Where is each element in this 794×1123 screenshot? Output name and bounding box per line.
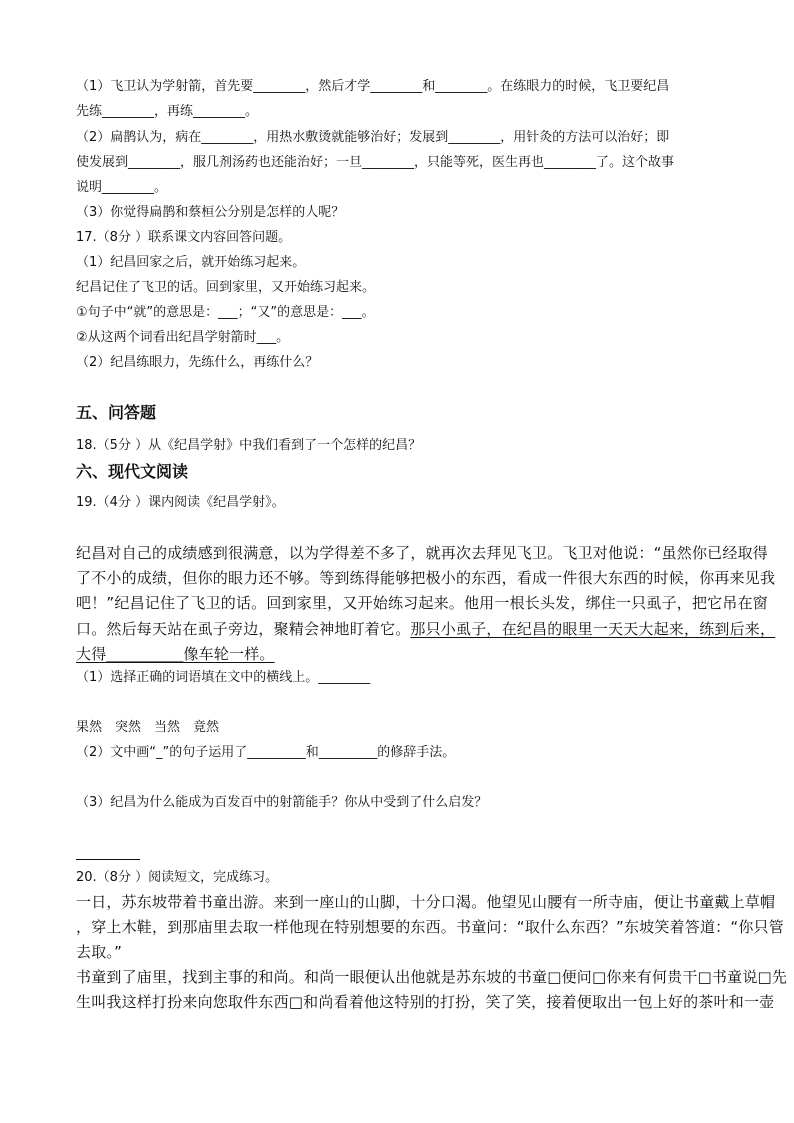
passage-line: 去取。” (76, 943, 123, 961)
section-heading-6: 六、现代文阅读 (76, 462, 189, 481)
q19-sub3: （3）纪昌为什么能成为百发百中的射箭能手？你从中受到了什么启发？ (76, 795, 488, 810)
footnote-divider (76, 859, 140, 860)
q19-heading: 19.（4分 ）课内阅读《纪昌学射》。 (76, 495, 285, 510)
passage-line: 书童到了庙里，找到主事的和尚。和尚一眼便认出他就是苏东坡的书童□便问□你来有何贵干□书童说□先 (76, 968, 788, 986)
q17-part2: （2）纪昌练眼力，先练什么，再练什么？ (76, 355, 319, 370)
q17-quote: 纪昌记住了飞卫的话。回到家里，又开始练习起来。 (76, 280, 376, 295)
word-options: 果然 突然 当然 竟然 (76, 720, 220, 735)
q17-sub1: ①句子中“就”的意思是：___；“又”的意思是：___。 (76, 305, 375, 320)
q18-text: 18.（5分 ）从《纪昌学射》中我们看到了一个怎样的纪昌？ (76, 438, 422, 453)
passage-line: 吧！”纪昌记住了飞卫的话。回到家里，又开始练习起来。他用一根长头发，绑住一只虱子，把它吊在窗 (76, 594, 768, 612)
section-heading-5: 五、问答题 (76, 403, 157, 422)
q16-part2-cont2: 说明________。 (76, 180, 168, 195)
q19-sub2: （2）文中画“_”的句子运用了_________和_________的修辞手法。 (76, 745, 456, 760)
passage-line: 生叫我这样打扮来向您取件东西□和尚看着他这特别的打扮，笑了笑，接着便取出一包上好的茶叶和一壶 (76, 993, 775, 1011)
q20-heading: 20.（8分 ）阅读短文，完成练习。 (76, 870, 279, 885)
q17-part1: （1）纪昌回家之后，就开始练习起来。 (76, 255, 306, 270)
passage-line: 一日，苏东坡带着书童出游。来到一座山的山脚，十分口渴。他望见山腰有一所寺庙，便让书童戴上草帽 (76, 893, 776, 911)
passage-text: 口。然后每天站在虱子旁边，聚精会神地盯着它。 (76, 620, 411, 638)
underlined-sentence-end: 大得__________像车轮一样。 (76, 645, 275, 663)
passage-line: 了不小的成绩，但你的眼力还不够。等到练得能够把极小的东西，看成一件很大东西的时候，你再来见我 (76, 569, 776, 587)
passage-line: ，穿上木鞋，到那庙里去取一样他现在特别想要的东西。书童问：“取什么东西？”东坡笑着答道：“你只管 (76, 918, 784, 936)
passage-line (76, 619, 775, 639)
q16-part2: （2）扁鹊认为，病在________，用热水敷烫就能够治好；发展到________，用针灸的方法可以治好；即 (76, 130, 670, 145)
q16-part2-cont: 使发展到________，服几剂汤药也还能治好；一旦________，只能等死，医生再也________了。这个故事 (76, 155, 675, 170)
q16-part3: （3）你觉得扁鹊和蔡桓公分别是怎样的人呢？ (76, 205, 345, 220)
q16-part1-cont: 先练________，再练________。 (76, 104, 259, 119)
q19-sub1: （1）选择正确的词语填在文中的横线上。________ (76, 670, 371, 685)
q17-heading: 17.（8分 ）联系课文内容回答问题。 (76, 230, 292, 245)
passage-line: 纪昌对自己的成绩感到很满意，以为学得差不多了，就再次去拜见飞卫。飞卫对他说：“虽然你已经取得 (76, 544, 768, 562)
q17-sub2: ②从这两个词看出纪昌学射箭时___。 (76, 330, 290, 345)
underlined-sentence: 那只小虱子，在纪昌的眼里一天天大起来，练到后来， (410, 620, 776, 638)
q16-part1: （1）飞卫认为学射箭，首先要________，然后才学________和________。在练眼力的时候，飞卫要纪昌 (76, 79, 670, 94)
